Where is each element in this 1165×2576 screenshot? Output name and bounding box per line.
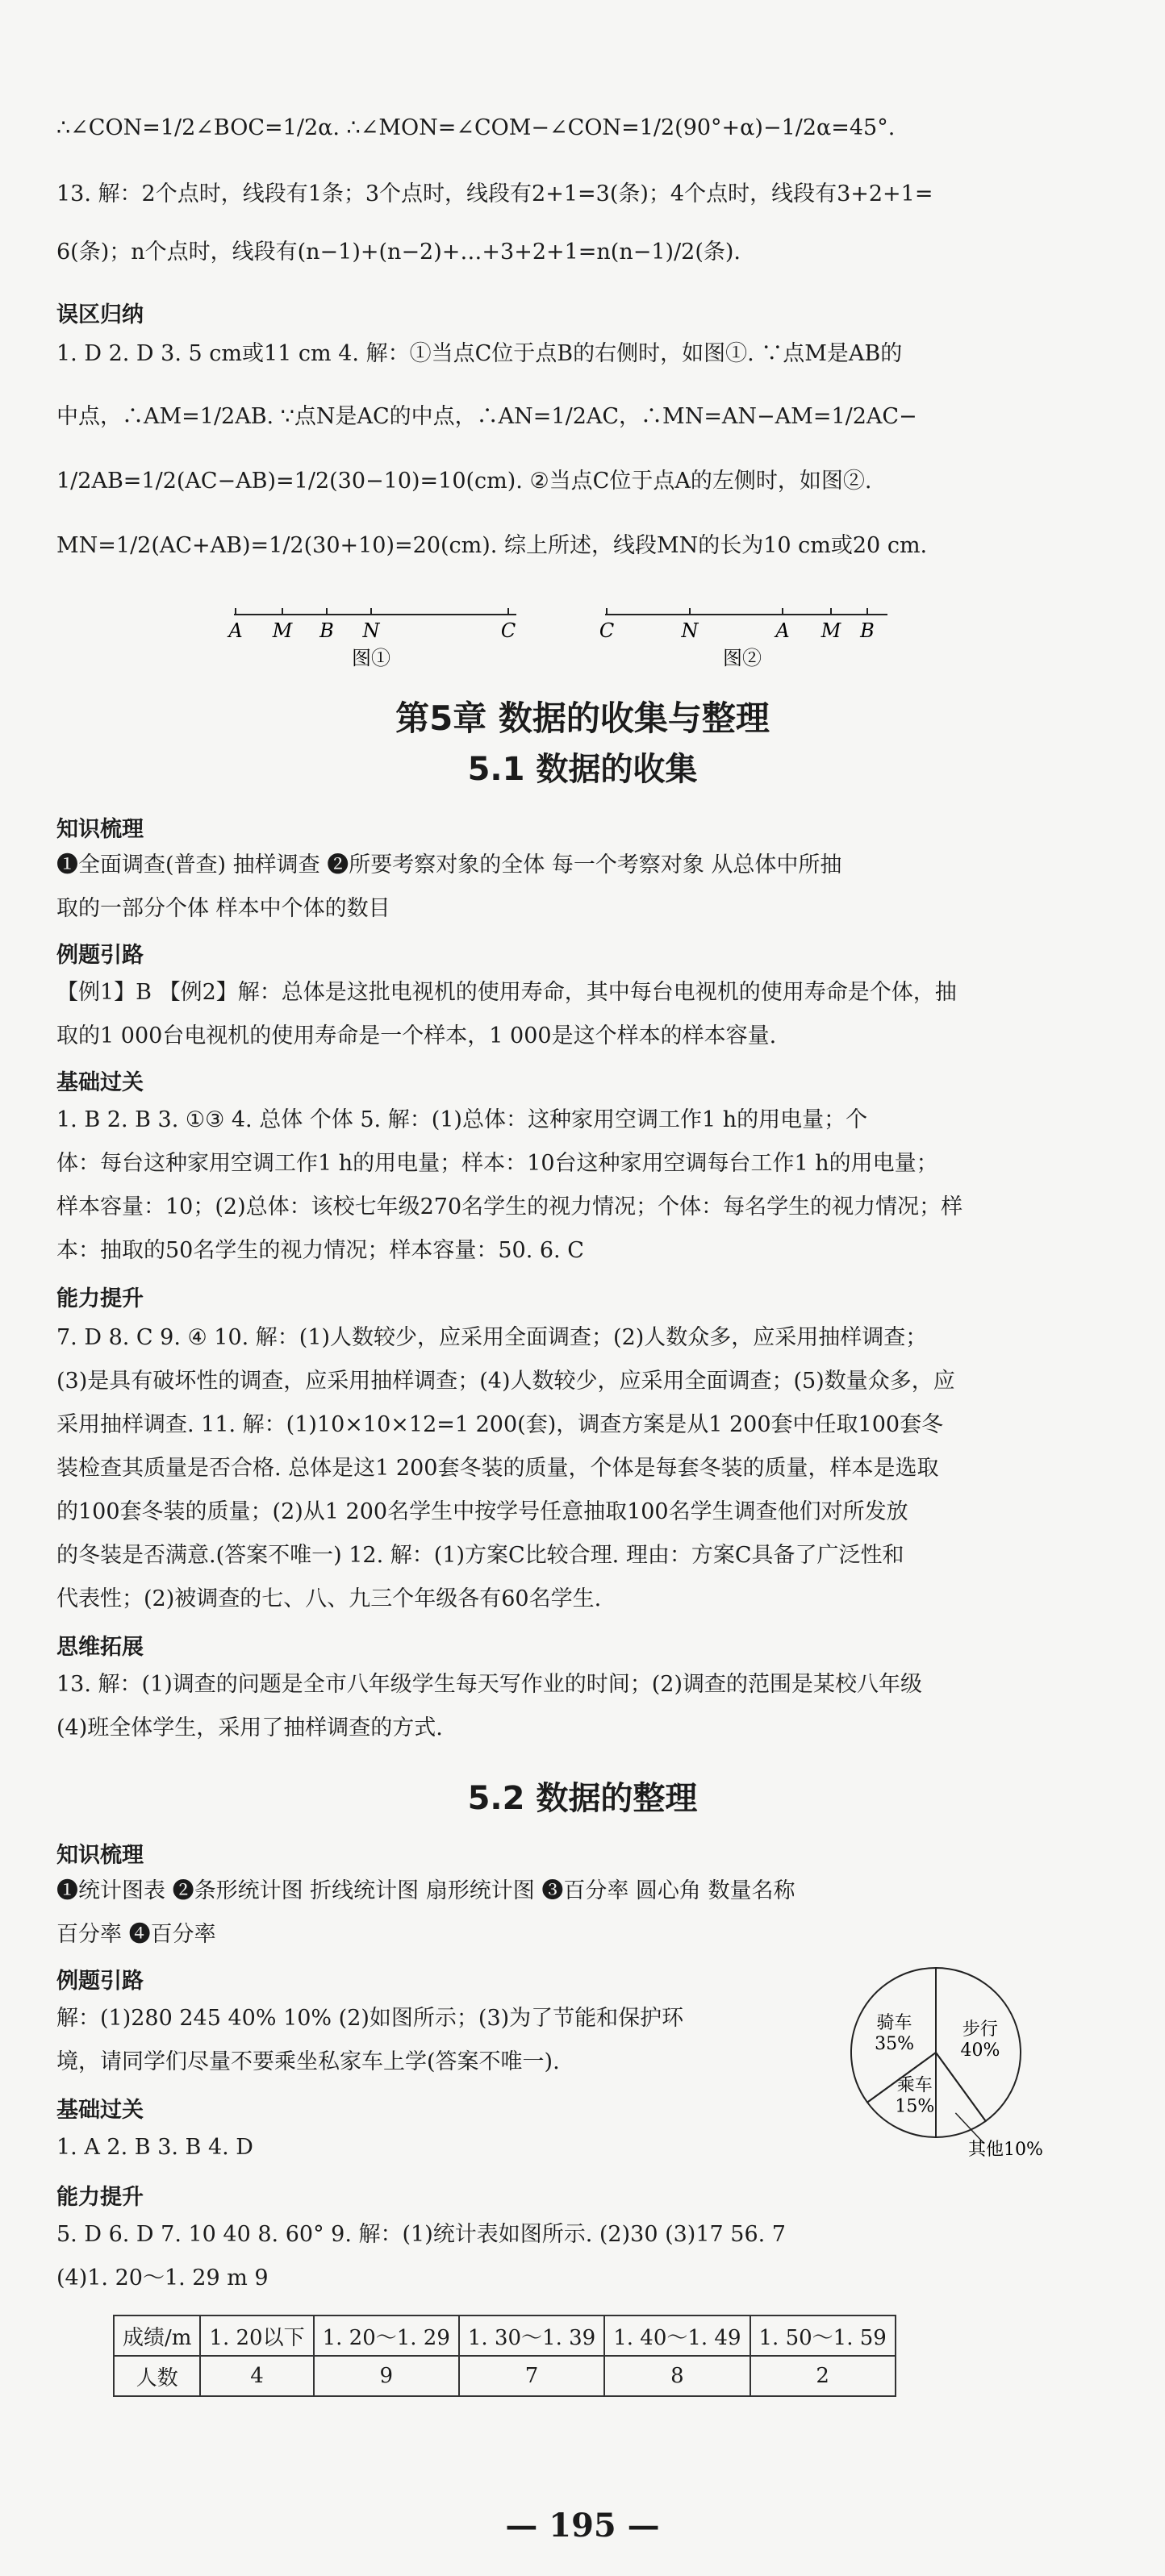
table-header-cell: 成绩/m [114, 2315, 200, 2356]
text-line: ∴∠CON=1/2∠BOC=1/2α. ∴∠MON=∠COM−∠CON=1/2(90°+α)−1/2α=45°. [56, 115, 896, 140]
section-heading: 误区归纳 [56, 302, 144, 327]
pie-slice [936, 2053, 986, 2137]
point-label: C [500, 619, 516, 642]
text-line: 样本容量：10；(2)总体：该校七年级270名学生的视力情况；个体：每名学生的视力情况；样 [56, 1194, 963, 1219]
figure-caption: 图① [352, 647, 390, 669]
table-row [114, 2315, 896, 2356]
text-line: 的100套冬装的质量；(2)从1 200名学生中按学号任意抽取100名学生调查他们对所发放 [56, 1499, 908, 1524]
text-line: 百分率 ❹百分率 [56, 1922, 216, 1947]
table-cell: 7 [459, 2356, 604, 2396]
text-line: 13. 解：(1)调查的问题是全市八年级学生每天写作业的时间；(2)调查的范围是某校八年级 [56, 1672, 923, 1697]
table-cell: 2 [750, 2356, 896, 2396]
text-line: 1. A 2. B 3. B 4. D [56, 2135, 253, 2160]
text-line: 6(条)；n个点时，线段有(n−1)+(n−2)+…+3+2+1=n(n−1)/2(条). [56, 240, 741, 265]
chapter-title: 第5章 数据的收集与整理 [395, 698, 770, 738]
text-line: 代表性；(2)被调查的七、八、九三个年级各有60名学生. [56, 1586, 602, 1611]
point-label: N [681, 619, 699, 642]
section-title: 5.1 数据的收集 [467, 751, 698, 788]
point-label: M [821, 619, 841, 642]
text-line: 解：(1)280 245 40% 10% (2)如图所示；(3)为了节能和保护环 [56, 2006, 684, 2031]
point-label: A [775, 619, 790, 642]
text-line: 1/2AB=1/2(AC−AB)=1/2(30−10)=10(cm). ②当点C位于点A的左侧时，如图②. [56, 469, 872, 494]
table-header-cell: 1. 30～1. 39 [459, 2315, 604, 2356]
text-line: 取的一部分个体 样本中个体的数目 [56, 896, 390, 921]
text-line: (4)班全体学生，采用了抽样调查的方式. [56, 1715, 443, 1740]
text-line: 5. D 6. D 7. 10 40 8. 60° 9. 解：(1)统计表如图所示. (2)30 (3)17 56. 7 [56, 2222, 786, 2247]
pie-label: 乘车 [896, 2075, 933, 2096]
section-heading: 基础过关 [56, 1070, 144, 1095]
figure-caption: 图② [723, 647, 762, 669]
text-line: 【例1】B 【例2】解：总体是这批电视机的使用寿命，其中每台电视机的使用寿命是个体，抽 [56, 980, 957, 1005]
text-line: 13. 解：2个点时，线段有1条；3个点时，线段有2+1=3(条)；4个点时，线段有3+2+1= [56, 181, 933, 206]
section-heading: 能力提升 [56, 1286, 144, 1311]
table-header-cell: 1. 50～1. 59 [750, 2315, 896, 2356]
segment-figure-2 [589, 605, 912, 669]
table-header-cell: 1. 20以下 [200, 2315, 313, 2356]
table-row-label: 人数 [114, 2356, 200, 2396]
section-heading: 例题引路 [56, 943, 144, 968]
point-label: M [272, 619, 293, 642]
table-cell: 9 [314, 2356, 459, 2396]
table-row [114, 2356, 896, 2396]
point-label: N [362, 619, 380, 642]
pie-chart [815, 1952, 1081, 2161]
text-line: 7. D 8. C 9. ④ 10. 解：(1)人数较少，应采用全面调查；(2)人数众多，应采用抽样调查； [56, 1325, 928, 1350]
text-line: 1. B 2. B 3. ①③ 4. 总体 个体 5. 解：(1)总体：这种家用空调工作1 h的用电量；个 [56, 1107, 868, 1132]
stats-table [113, 2315, 896, 2397]
segment-figure-1 [218, 605, 541, 669]
table-cell: 4 [200, 2356, 313, 2396]
section-heading: 知识梳理 [56, 1843, 144, 1868]
pie-pct: 35% [875, 2033, 914, 2054]
text-line: 取的1 000台电视机的使用寿命是一个样本，1 000是这个样本的样本容量. [56, 1023, 777, 1048]
section-heading: 基础过关 [56, 2098, 144, 2123]
pie-label: 步行 [962, 2020, 998, 2040]
text-line: MN=1/2(AC+AB)=1/2(30+10)=20(cm). 综上所述，线段MN的长为10 cm或20 cm. [56, 533, 928, 558]
text-line: 1. D 2. D 3. 5 cm或11 cm 4. 解：①当点C位于点B的右侧时，如图①. ∵点M是AB的 [56, 341, 903, 366]
text-line: 中点，∴AM=1/2AB. ∵点N是AC的中点，∴AN=1/2AC，∴MN=AN−AM=1/2AC− [56, 404, 917, 429]
section-title: 5.2 数据的整理 [467, 1780, 698, 1817]
section-heading: 知识梳理 [56, 817, 144, 842]
text-line: 境，请同学们尽量不要乘坐私家车上学(答案不唯一). [56, 2049, 560, 2074]
text-line: ❶统计图表 ❷条形统计图 折线统计图 扇形统计图 ❸百分率 圆心角 数量名称 [56, 1878, 795, 1903]
table-header-cell: 1. 20～1. 29 [314, 2315, 459, 2356]
point-label: B [860, 619, 875, 642]
table-header-cell: 1. 40～1. 49 [604, 2315, 750, 2356]
text-line: ❶全面调查(普查) 抽样调查 ❷所要考察对象的全体 每一个考察对象 从总体中所抽 [56, 852, 842, 877]
point-label: B [319, 619, 334, 642]
page-number: — 195 — [505, 2507, 660, 2545]
text-line: 本：抽取的50名学生的视力情况；样本容量：50. 6. C [56, 1238, 584, 1263]
pie-other-label: 其他10% [968, 2140, 1043, 2160]
text-line: 装检查其质量是否合格. 总体是这1 200套冬装的质量，个体是每套冬装的质量，样本是选取 [56, 1456, 939, 1481]
point-label: C [599, 619, 615, 642]
point-label: A [228, 619, 243, 642]
pie-pct: 40% [960, 2040, 1000, 2061]
section-heading: 例题引路 [56, 1969, 144, 1994]
text-line: 采用抽样调查. 11. 解：(1)10×10×12=1 200(套)，调查方案是从1 200套中任取100套冬 [56, 1412, 944, 1437]
table-cell: 8 [604, 2356, 750, 2396]
section-heading: 思维拓展 [56, 1635, 144, 1660]
text-line: (4)1. 20～1. 29 m 9 [56, 2265, 269, 2290]
text-line: (3)是具有破坏性的调查，应采用抽样调查；(4)人数较少，应采用全面调查；(5)数量众多，应 [56, 1369, 955, 1394]
text-line: 体：每台这种家用空调工作1 h的用电量；样本：10台这种家用空调每台工作1 h的用电量； [56, 1151, 938, 1176]
pie-label: 骑车 [876, 2012, 912, 2033]
text-line: 的冬装是否满意.(答案不唯一) 12. 解：(1)方案C比较合理. 理由：方案C具备了广泛性和 [56, 1543, 904, 1568]
pie-pct: 15% [895, 2096, 935, 2117]
section-heading: 能力提升 [56, 2185, 144, 2210]
